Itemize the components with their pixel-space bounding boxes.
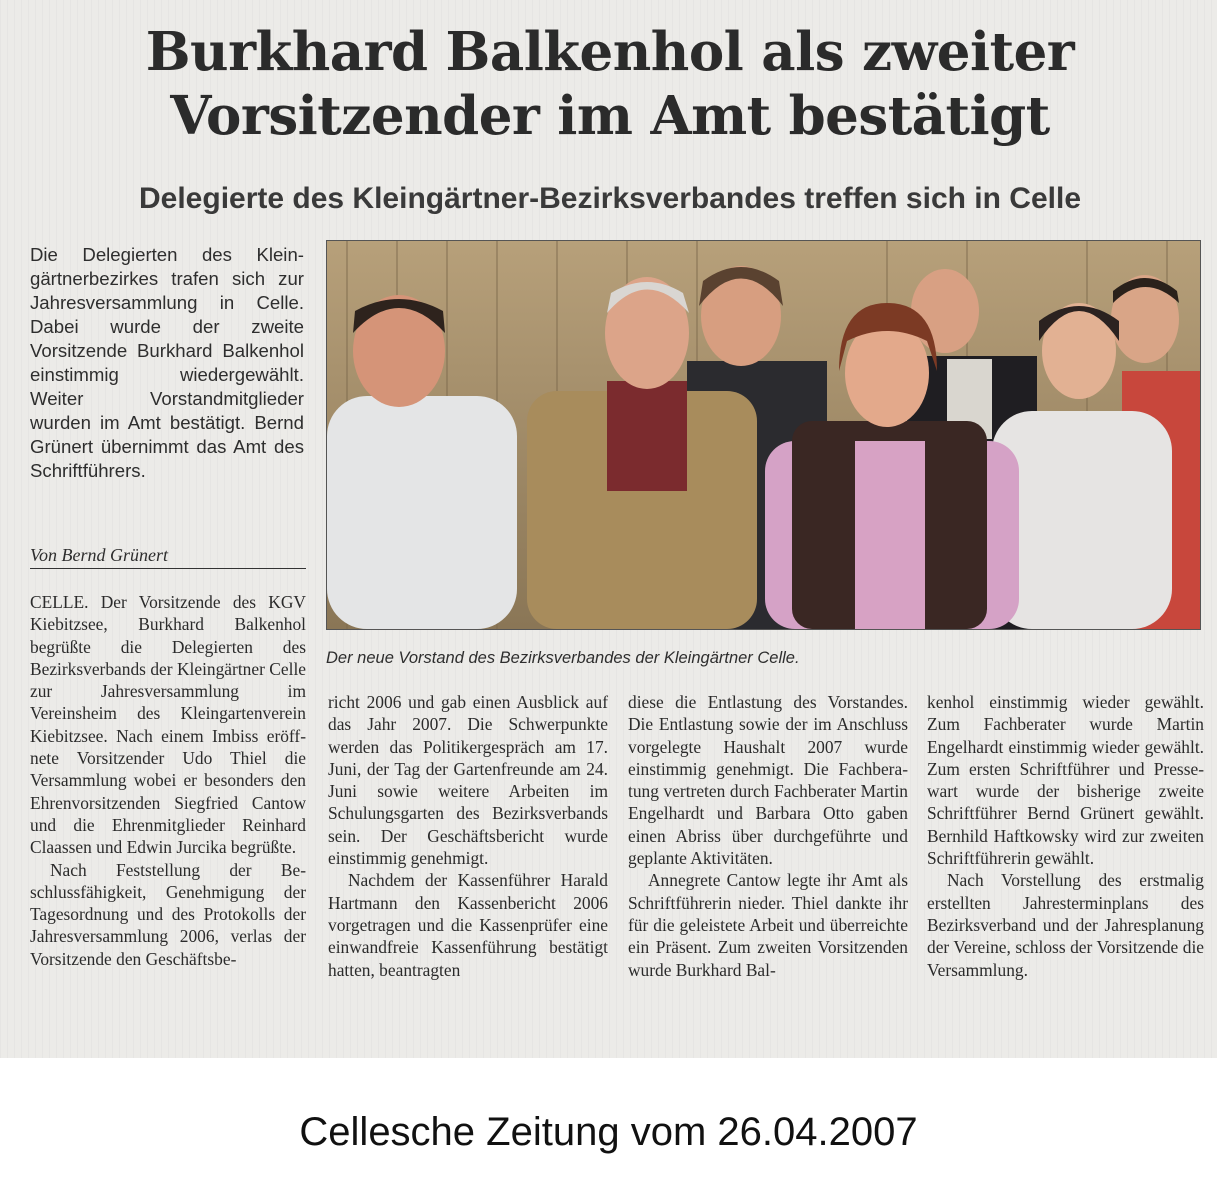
article-paragraph: Annegrete Cantow legte ihr Amt als Schriftführerin nieder. Thiel dankte ihr für die geleistete Arbeit und überreichte ein Präsent. Zum zweiten Vorsitzenden wurde Burkhard Bal-: [628, 870, 908, 980]
article-paragraph: diese die Entlastung des Vorstandes. Die Entlastung sowie der im Anschluss vorgelegte Haushalt 2007 wurde einstimmig genehmigt. Die Fachberatung vertreten durch Fachberater Martin Engelhardt und Barbara Otto gaben einen Abriss über durchgeführte und geplante Aktivitäten.: [628, 692, 908, 869]
article-column-4: [927, 691, 1204, 981]
article-paragraph: Nachdem der Kassenführer Harald Hartmann den Kassenbericht 2006 vorgetragen und die Kassenprüfer eine einwandfreie Kassenführung bestätigt hatten, beantragten: [328, 870, 608, 980]
article-paragraph: kenhol einstimmig wieder gewählt. Zum Fachberater wurde Martin Engelhardt einstimmig wieder gewählt. Zum ersten Schriftführer und Pressewart wurde der bisherige zweite Schriftführer Bernd Grünert gewählt. Bernhild Haftkowsky wird zur zweiten Schriftführerin gewählt.: [927, 692, 1204, 869]
article-column-2: [328, 691, 608, 981]
article-paragraph: Nach Vorstellung des erstmalig erstellten Jahresterminplans des Bezirksverband und der Jahresplanung der Vereine, schloss der Vorsitzende die Versammlung.: [927, 870, 1204, 980]
lead-paragraph: Die Delegierten des Kleingärtnerbezirkes trafen sich zur Jahresversammlung in Celle. Dabei wurde der zweite Vorsitzende Burkhard Balkenhol einstimmig wiedergewählt. Weiter Vorstandmitglieder wurden im Amt bestätigt. Bernd Grünert übernimmt das Amt des Schriftführers.: [30, 244, 304, 481]
article-column-1: [30, 591, 306, 970]
headline-line-1: Burkhard Balkenhol als zweiter: [145, 21, 1075, 83]
byline: Von Bernd Grünert: [30, 545, 306, 569]
group-photo: [326, 240, 1201, 630]
source-line: Cellesche Zeitung vom 26.04.2007: [299, 1110, 918, 1154]
subheadline: Delegierte des Kleingärtner-Bezirksverbandes treffen sich in Celle: [139, 182, 1081, 215]
group-photo-illustration: [327, 241, 1200, 629]
article-paragraph: CELLE. Der Vorsitzende des KGV Kiebitzsee, Burkhard Balkenhol begrüßte die Delegierten des Bezirksverbands der Kleingärtner Celle zur Jahresversammlung im Vereinsheim des Kleingartenverein Kiebitzsee. Nach einem Imbiss eröffnete Vorsitzender Udo Thiel die Versammlung wobei er besonders den Ehrenvorsitzenden Siegfried Cantow und die Ehrenmitglieder Reinhard Claassen und Edwin Jurcika begrüßte.: [30, 592, 306, 858]
article-paragraph: Nach Feststellung der Beschlussfähigkeit, Genehmigung der Tagesordnung und des Protokolls der Jahresversammlung 2006, verlas der Vorsitzende den Geschäftsbe-: [30, 859, 306, 969]
photo-caption: Der neue Vorstand des Bezirksverbandes der Kleingärtner Celle.: [326, 649, 800, 667]
article-column-3: [628, 691, 908, 981]
article-paragraph: richt 2006 und gab einen Ausblick auf das Jahr 2007. Die Schwerpunkte werden das Politikergespräch am 17. Juni, der Tag der Gartenfreunde am 24. Juni sowie weitere Arbeiten im Schulungsgarten des Bezirksverbands sein. Der Geschäftsbericht wurde einstimmig genehmigt.: [328, 692, 608, 869]
headline-line-2: Vorsitzender im Amt bestätigt: [170, 85, 1050, 147]
